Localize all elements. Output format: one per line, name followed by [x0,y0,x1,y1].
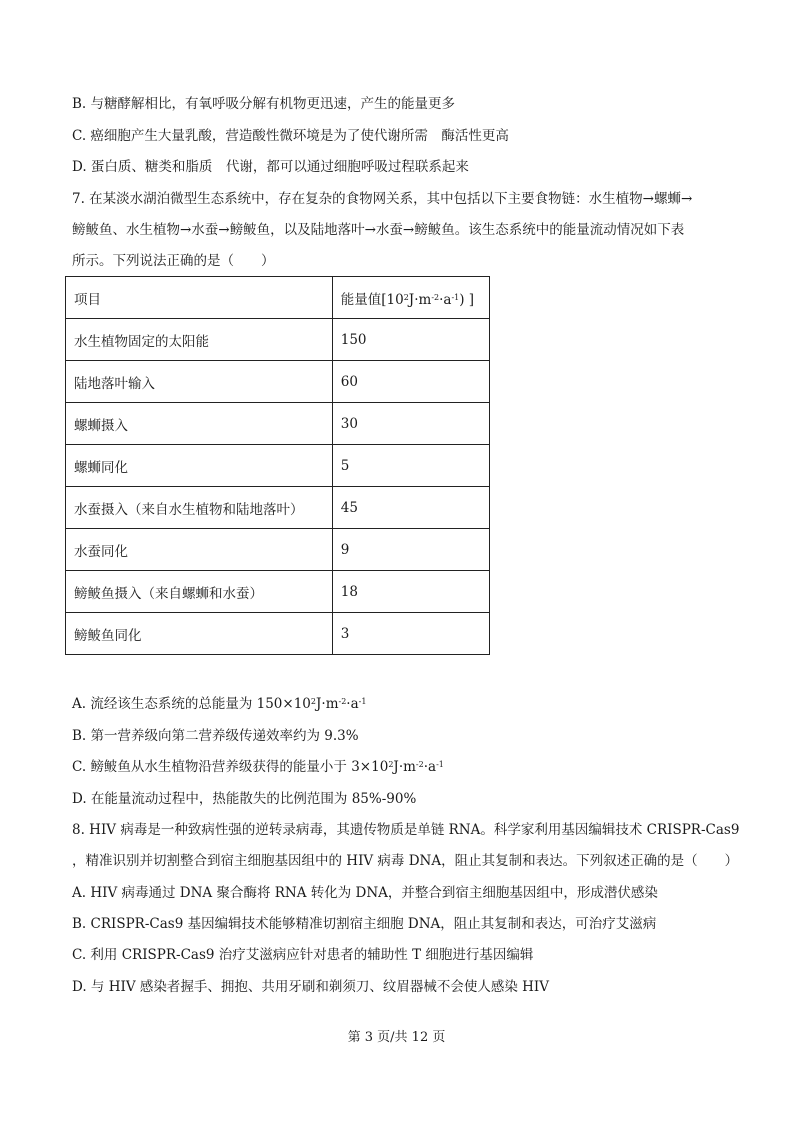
table-row [66,487,490,529]
q7-stem-line-1: 7. 在某淡水湖泊微型生态系统中，存在复杂的食物网关系，其中包括以下主要食物链：水生植物→螺蛳→ [72,191,693,207]
q7-option-c: C. 鳑鲏鱼从水生植物沿营养级获得的能量小于 $3\times 10^2J\cdot m^{-2}\cdot a^{-1}$ [72,759,444,775]
q8-option-a: A. HIV 病毒通过 DNA 聚合酶将 RNA 转化为 DNA，并整合到宿主细胞基因组中，形成潜伏感染 [72,885,658,901]
q7-option-a: A. 流经该生态系统的总能量为 $150\times 10^2J\cdot m^{-2}\cdot a^{-1}$ [72,696,367,712]
table-row [66,529,490,571]
row-item: 鳑鲏鱼同化 [66,613,333,655]
q6-option-b: B. 与糖酵解相比，有氧呼吸分解有机物更迅速，产生的能量更多 [72,96,456,112]
row-item: 水生植物固定的太阳能 [66,319,333,361]
row-value: 60 [332,361,489,403]
table-row [66,361,490,403]
q7-stem-line-2: 鳑鲏鱼、水生植物→水蚕→鳑鲏鱼，以及陆地落叶→水蚕→鳑鲏鱼。该生态系统中的能量流动情况如下表 [72,222,685,238]
row-value: 3 [332,613,489,655]
q8-option-b: B. CRISPR-Cas9 基因编辑技术能够精准切割宿主细胞 DNA，阻止其复制和表达，可治疗艾滋病 [72,916,657,932]
table-row [66,613,490,655]
row-item: 螺蛳同化 [66,445,333,487]
row-value: 9 [332,529,489,571]
row-value: 150 [332,319,489,361]
row-value: 30 [332,403,489,445]
header-item: 项目 [66,277,333,319]
row-item: 陆地落叶输入 [66,361,333,403]
header-value: 能量值$[10^2J\cdot m^{-2}\cdot a^{-1})$ ] [332,277,489,319]
q8-option-c: C. 利用 CRISPR-Cas9 治疗艾滋病应针对患者的辅助性 T 细胞进行基因编辑 [72,947,534,963]
row-value: 5 [332,445,489,487]
q6-option-c: C. 癌细胞产生大量乳酸，营造酸性微环境是为了使代谢所需 酶活性更高 [72,128,509,144]
q6-option-d: D. 蛋白质、糖类和脂质 代谢，都可以通过细胞呼吸过程联系起来 [72,159,469,175]
row-item: 水蚕同化 [66,529,333,571]
table-row [66,571,490,613]
row-item: 水蚕摄入（来自水生植物和陆地落叶） [66,487,333,529]
row-item: 螺蛳摄入 [66,403,333,445]
q7-option-d: D. 在能量流动过程中，热能散失的比例范围为 85%-90% [72,791,417,807]
q7-stem-line-3: 所示。下列说法正确的是（ ） [72,253,275,269]
q7-option-b: B. 第一营养级向第二营养级传递效率约为 9.3% [72,728,359,744]
table-header-row [66,277,490,319]
page-number-footer: 第 3 页/共 12 页 [347,1030,446,1045]
table-row [66,403,490,445]
row-item: 鳑鲏鱼摄入（来自螺蛳和水蚕） [66,571,333,613]
table-row [66,319,490,361]
q8-stem-line-2: ，精准识别并切割整合到宿主细胞基因组中的 HIV 病毒 DNA，阻止其复制和表达。下列叙述正确的是（ ） [72,853,739,869]
q8-stem-line-1: 8. HIV 病毒是一种致病性强的逆转录病毒，其遗传物质是单链 RNA。科学家利用基因编辑技术 CRISPR-Cas9 [72,822,740,838]
row-value: 18 [332,571,489,613]
row-value: 45 [332,487,489,529]
q8-option-d: D. 与 HIV 感染者握手、拥抱、共用牙刷和剃须刀、纹眉器械不会使人感染 HIV [72,979,550,995]
table-row [66,445,490,487]
energy-flow-table [65,276,490,655]
